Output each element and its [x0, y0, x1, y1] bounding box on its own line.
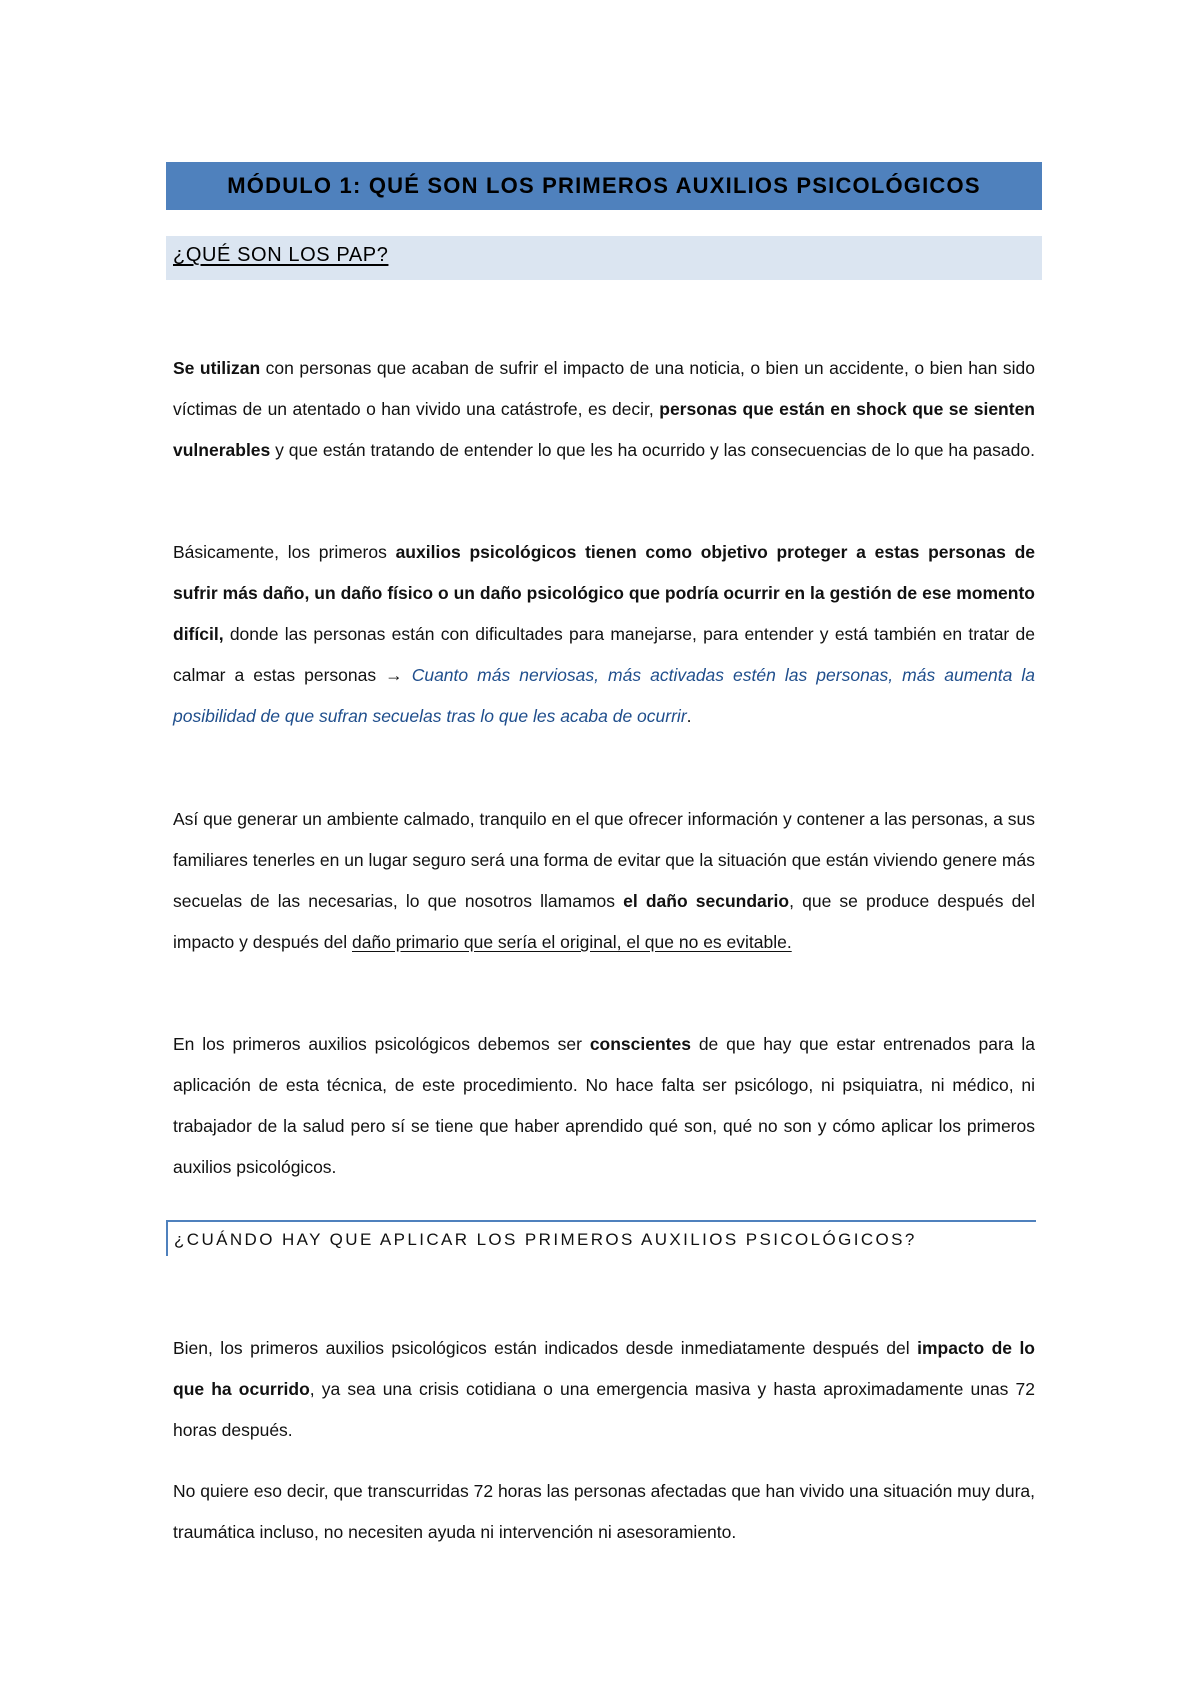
p4-bold-1: conscientes: [589, 1034, 691, 1054]
paragraph-4: [173, 1024, 1035, 1188]
p2-text-1: Básicamente, los primeros: [173, 542, 396, 562]
paragraph-5: [173, 1328, 1035, 1451]
p2-italic-quote: Cuanto más nerviosas, más activadas estén las personas, más aumenta la posibilidad de que sufran secuelas tras lo que les acaba de ocurrir: [173, 665, 1035, 726]
p2-bold-1: auxilios psicológicos tienen como objetivo proteger a estas personas de sufrir más daño, un daño físico o un daño psicológico que podría ocurrir en la gestión de ese momento difícil,: [173, 542, 1035, 644]
paragraph-6: [173, 1471, 1035, 1553]
p6-text-1: No quiere eso decir, que transcurridas 72 horas las personas afectadas que han vivido una situación muy dura, traumática incluso, no necesiten ayuda ni intervención ni asesoramiento.: [173, 1481, 1035, 1542]
p3-bold-1: el daño secundario: [623, 891, 790, 911]
arrow-right-icon: →: [385, 665, 403, 685]
p5-text-1: Bien, los primeros auxilios psicológicos están indicados desde inmediatamente después del: [173, 1338, 918, 1358]
p2-text-3: .: [686, 706, 692, 726]
p3-underlined: daño primario que sería el original, el que no es evitable.: [352, 932, 792, 952]
section-title: [166, 236, 1042, 280]
p5-text-2: , ya sea una crisis cotidiana o una emergencia masiva y hasta aproximadamente unas 72 horas después.: [173, 1379, 1035, 1440]
p2-text-2: donde las personas están con dificultades para manejarse, para entender y está también en tratar de calmar a estas personas: [173, 624, 1035, 685]
module-title-text: MÓDULO 1: QUÉ SON LOS PRIMEROS AUXILIOS PSICOLÓGICOS: [227, 173, 981, 198]
p3-text-1: Así que generar un ambiente calmado, tranquilo en el que ofrecer información y contener a las personas, a sus familiares tenerles en un lugar seguro será una forma de evitar que la situación que están viviendo genere más secuelas de las necesarias, lo que nosotros llamamos: [173, 809, 1035, 911]
paragraph-1: [173, 348, 1035, 471]
p5-bold-1: impacto de lo que ha ocurrido: [173, 1338, 1035, 1399]
subsection-title: [166, 1220, 1036, 1256]
p1-bold-1: Se utilizan: [173, 358, 261, 378]
p1-text-1: con personas que acaban de sufrir el impacto de una noticia, o bien un accidente, o bien han sido víctimas de un atentado o han vivido una catástrofe, es decir,: [173, 358, 1035, 419]
paragraph-2: [173, 532, 1035, 737]
module-title: [166, 162, 1042, 210]
p1-bold-2: personas que están en shock que se sienten vulnerables: [173, 399, 1035, 460]
p4-text-1: En los primeros auxilios psicológicos debemos ser: [173, 1034, 590, 1054]
paragraph-3: [173, 799, 1035, 963]
p3-text-2: , que se produce después del impacto y después del: [173, 891, 1035, 952]
section-title-text: ¿QUÉ SON LOS PAP?: [173, 244, 389, 266]
subsection-title-text: ¿CUÁNDO HAY QUE APLICAR LOS PRIMEROS AUXILIOS PSICOLÓGICOS?: [174, 1230, 917, 1249]
p1-text-2: y que están tratando de entender lo que les ha ocurrido y las consecuencias de lo que ha pasado.: [270, 440, 1035, 460]
p4-text-2: de que hay que estar entrenados para la aplicación de esta técnica, de este procedimiento. No hace falta ser psicólogo, ni psiquiatra, ni médico, ni trabajador de la salud pero sí se tiene que haber aprendido qué son, qué no son y cómo aplicar los primeros auxilios psicológicos.: [173, 1034, 1035, 1177]
